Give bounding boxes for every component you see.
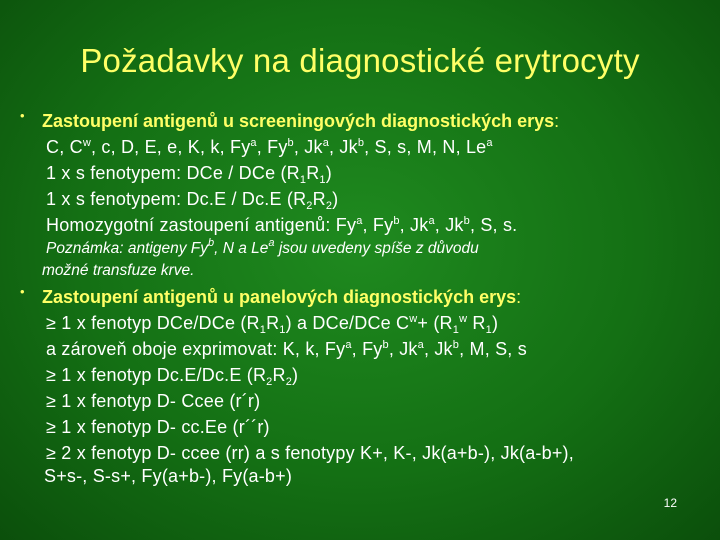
section-screening: [20, 108, 710, 134]
panel-line: a zároveň oboje exprimovat: K, k, Fy$^a$, Fy$^b$, Jk$^a$, Jk$^b$, M, S, s: [46, 339, 527, 359]
panel-line: ≥ 1 x fenotyp D- cc.Ee (r´´r): [46, 417, 270, 437]
homozygous-line: Homozygotní zastoupení antigenů: Fy$^a$, Fy$^b$, Jk$^a$, Jk$^b$, S, s.: [46, 215, 518, 235]
panel-line: ≥ 2 x fenotyp D- ccee (rr) a s fenotypy K+, K-, Jk(a+b-), Jk(a-b+),: [46, 443, 574, 463]
note-line: možné transfuze krve.: [42, 262, 195, 279]
note-line: Poznámka: antigeny Fy$^b$, N a Le$^a$ jsou uvedeny spíše z důvodu: [46, 237, 479, 257]
slide-body: [20, 108, 710, 486]
section-heading: Zastoupení antigenů u panelových diagnostických erys:: [42, 287, 522, 307]
page-number: 12: [663, 496, 677, 510]
section-panel: [20, 284, 710, 310]
phenotype-line: 1 x s fenotypem: Dc.E / Dc.E $(R_2R_2)$: [46, 189, 339, 212]
panel-line: ≥ 1 x fenotyp DCe/DCe $(R_1R_1)$ a DCe/DCe $C^w+ (R_1^w$ $R_1$): [46, 313, 499, 336]
panel-line: ≥ 1 x fenotyp D- Ccee (r´r): [46, 391, 261, 411]
antigen-list: C, $C^w$, c, D, E, e, K, k, Fy$^a$, Fy$^b$, Jk$^a$, Jk$^b$, S, s, M, N, Le$^a$: [46, 137, 493, 157]
panel-line: S+s-, S-s+, Fy(a+b-), Fy(a-b+): [44, 466, 293, 486]
bullet: •: [20, 108, 25, 123]
panel-line: ≥ 1 x fenotyp Dc.E/Dc.E $(R_2R_2)$: [46, 365, 299, 388]
section-heading: Zastoupení antigenů u screeningových diagnostických erys:: [42, 111, 560, 131]
phenotype-line: 1 x s fenotypem: DCe / DCe $(R_1R_1)$: [46, 163, 332, 186]
slide-title: Požadavky na diagnostické erytrocyty: [80, 42, 640, 79]
bullet: •: [20, 284, 25, 299]
